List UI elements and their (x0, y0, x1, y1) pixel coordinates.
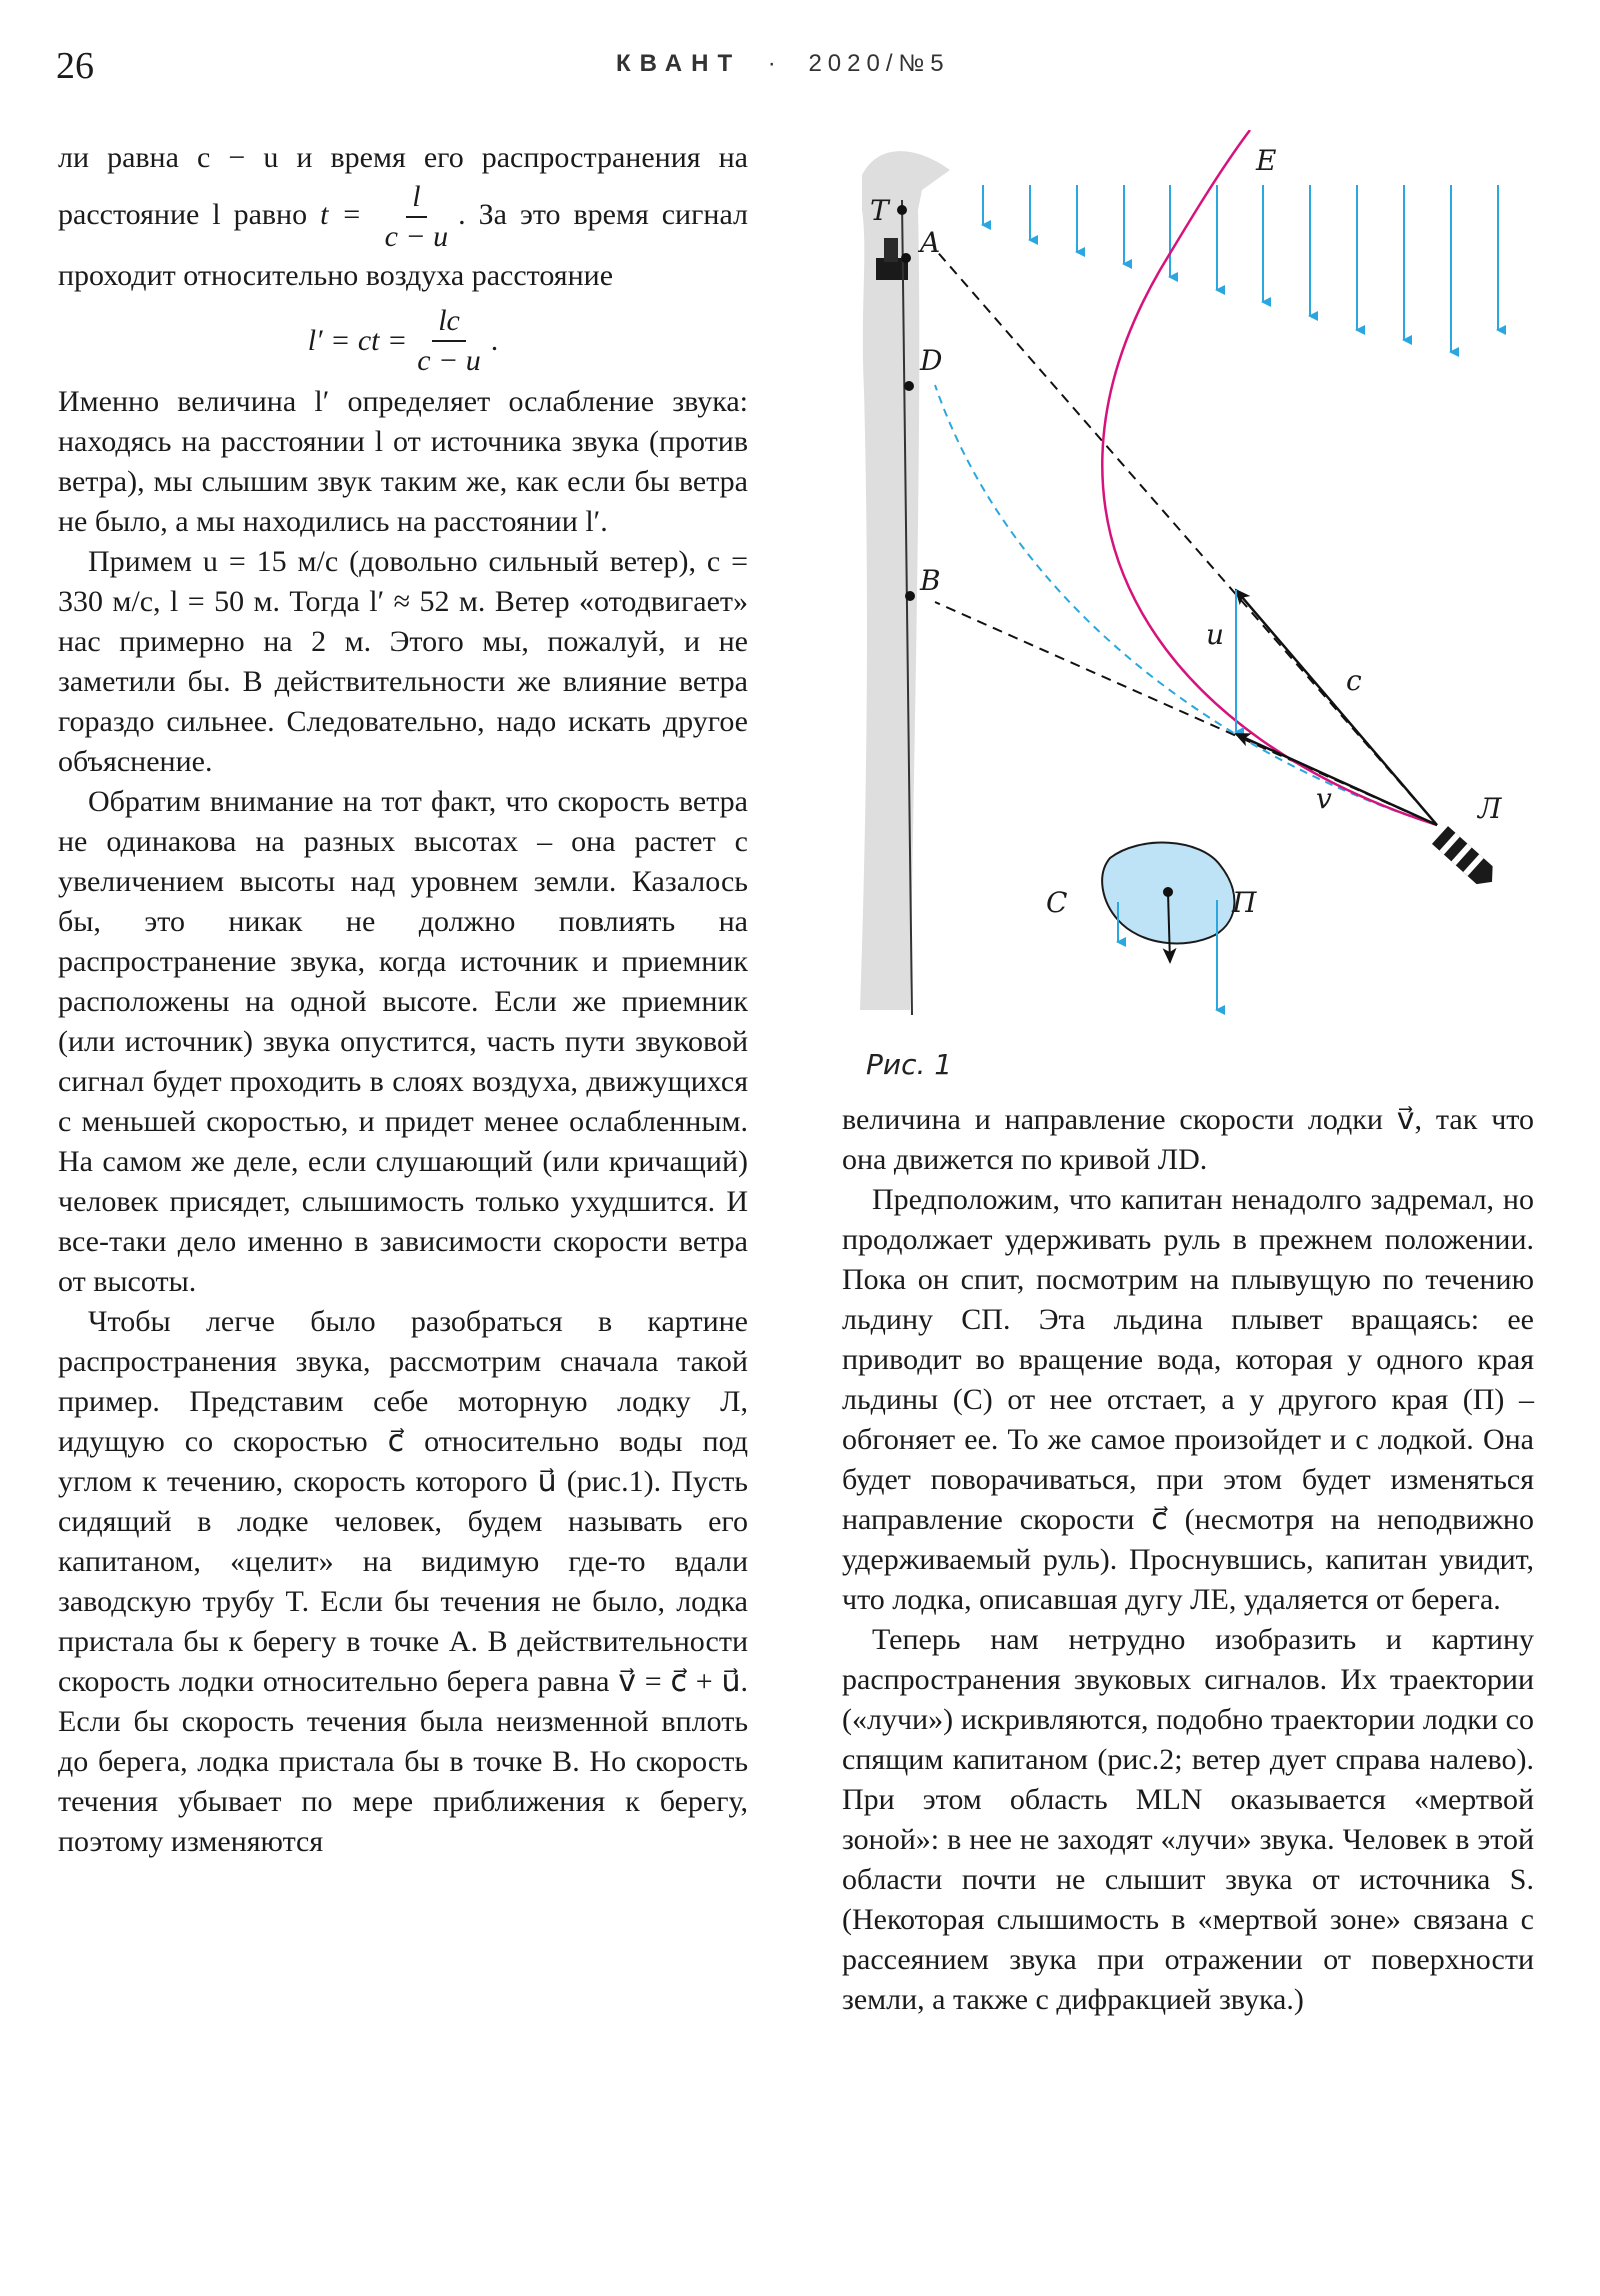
point-A (901, 253, 911, 263)
journal-title (616, 50, 950, 78)
label-B: B (920, 564, 941, 597)
time-formula-lhs: t = (320, 197, 362, 231)
label-A: A (920, 226, 941, 259)
label-v: v (1316, 782, 1332, 815)
chimney-stem (884, 238, 898, 262)
curve-L-E (1102, 130, 1437, 825)
header-separator: · (767, 50, 782, 77)
figure-1 (840, 130, 1540, 1030)
page-number: 26 (56, 45, 94, 87)
page-header (56, 44, 1546, 94)
right-paragraph-1: величина и направление скорости лодки v⃗, так что она движется по кривой ЛD. (842, 1103, 1534, 1176)
figure-caption: Рис. 1 (866, 1048, 953, 1081)
label-L: Л (1478, 792, 1502, 825)
left-paragraph-2: Именно величина l′ определяет ослабление звука: находясь на расстоянии l от источника звука (против ветра), мы слышим звук таким же, как если бы ветра не было, а мы находились на расстоянии l′. (58, 385, 748, 538)
label-C: С (1046, 886, 1068, 919)
label-E: E (1256, 144, 1277, 177)
left-paragraph-4: Обратим внимание на тот факт, что скорость ветра не одинакова на разных высотах – она растет с увеличением высоты над уровнем земли. Казалось бы, это никак не должно повлиять на распространение звука, когда источник и приемник расположены на одной высоте. Если же приемник (или источник) звука опустится, часть пути звуковой сигнал будет проходить в слоях воздуха, движущихся с меньшей скоростью, и придет менее ослабленным. На самом же деле, если слушающий (или кричащий) человек присядет, слышимость только ухудшится. И все-таки дело именно в зависимости скорости ветра от высоты. (58, 785, 748, 1298)
right-paragraph-2: Предположим, что капитан ненадолго задремал, но продолжает удерживать руль в прежнем положении. Пока он спит, посмотрим на плывущую по течению льдину СП. Эта льдина плывет вращаясь: ее приводит во вращение вода, которая у одного края льдины (С) от нее отстает, а у другого края (П) – обгоняет ее. То же самое произойдет и с лодкой. Она будет поворачиваться, при этом будет изменяться направление скорости c⃗ (несмотря на неподвижно удерживаемый руль). Проснувшись, капитан увидит, что лодка, описавшая дугу ЛЕ, удаляется от берега. (842, 1183, 1534, 1616)
label-T: T (870, 194, 889, 227)
vector-c (1236, 590, 1437, 825)
curve-L-D (935, 385, 1437, 825)
label-P: П (1232, 886, 1257, 919)
left-paragraph-1: ли равна c − u и время его распространения на расстояние l равно t = $\frac{l}{c - u}$ . За это время сигнал проходит относительно воздуха расстояние (58, 141, 749, 292)
journal-name: КВАНТ (616, 50, 742, 77)
left-column (58, 138, 748, 1862)
distance-formula: l′ = ct = $\frac{lc}{c - u}$ . (58, 302, 748, 380)
point-B (905, 591, 915, 601)
vector-v (1236, 734, 1437, 825)
left-paragraph-5: Чтобы легче было разобраться в картине распространения звука, рассмотрим сначала такой пример. Представим себе моторную лодку Л, идущую со скоростью c⃗ относительно воды под углом к течению, скорость которого u⃗ (рис.1). Пусть сидящий в лодке человек, будем называть его капитаном, «целит» на видимую где-то вдали заводскую трубу T. Если бы течения не было, лодка пристала бы к берегу в точке A. В действительности скорость лодки относительно берега равна v⃗ = c⃗ + u⃗. Если бы скорость течения была неизменной вплоть до берега, лодка пристала бы в точке B. Но скорость течения убывает по мере приближения к берегу, поэтому изменяются (58, 1305, 748, 1858)
label-D: D (920, 344, 943, 377)
boat (1432, 826, 1500, 891)
time-fraction: $\frac{l}{c - u}$ (384, 180, 449, 253)
left-paragraph-3: Примем u = 15 м/с (довольно сильный ветер), c = 330 м/с, l = 50 м. Тогда l′ ≈ 52 м. Ветер «отодвигает» нас примерно на 2 м. Этого мы, пожалуй, и не заметили бы. В действительности же влияние ветра гораздо сильнее. Следовательно, надо искать другое объяснение. (58, 545, 748, 778)
right-column (842, 1100, 1534, 2020)
journal-issue: 2020/№5 (808, 50, 950, 77)
point-T (897, 205, 907, 215)
point-D (904, 381, 914, 391)
label-u: u (1206, 618, 1225, 651)
label-c: c (1346, 664, 1362, 697)
distance-fraction: $\frac{lc}{c - u}$ (417, 304, 481, 377)
current-arrows (983, 185, 1498, 352)
figure-1-diagram (840, 130, 1540, 1030)
right-paragraph-3: Теперь нам нетрудно изобразить и картину распространения звуковых сигналов. Их траектории («лучи») искривляются, подобно траектории лодки со спящим капитаном (рис.2; ветер дует справа налево). При этом область MLN оказывается «мертвой зоной»: в нее не заходят «лучи» звука. Человек в этой области почти не слышит звука от источника S. (Некоторая слышимость в «мертвой зоне» связана с рассеянием звука при отражении от поверхности земли, а также с дифракцией звука.) (842, 1623, 1534, 2016)
